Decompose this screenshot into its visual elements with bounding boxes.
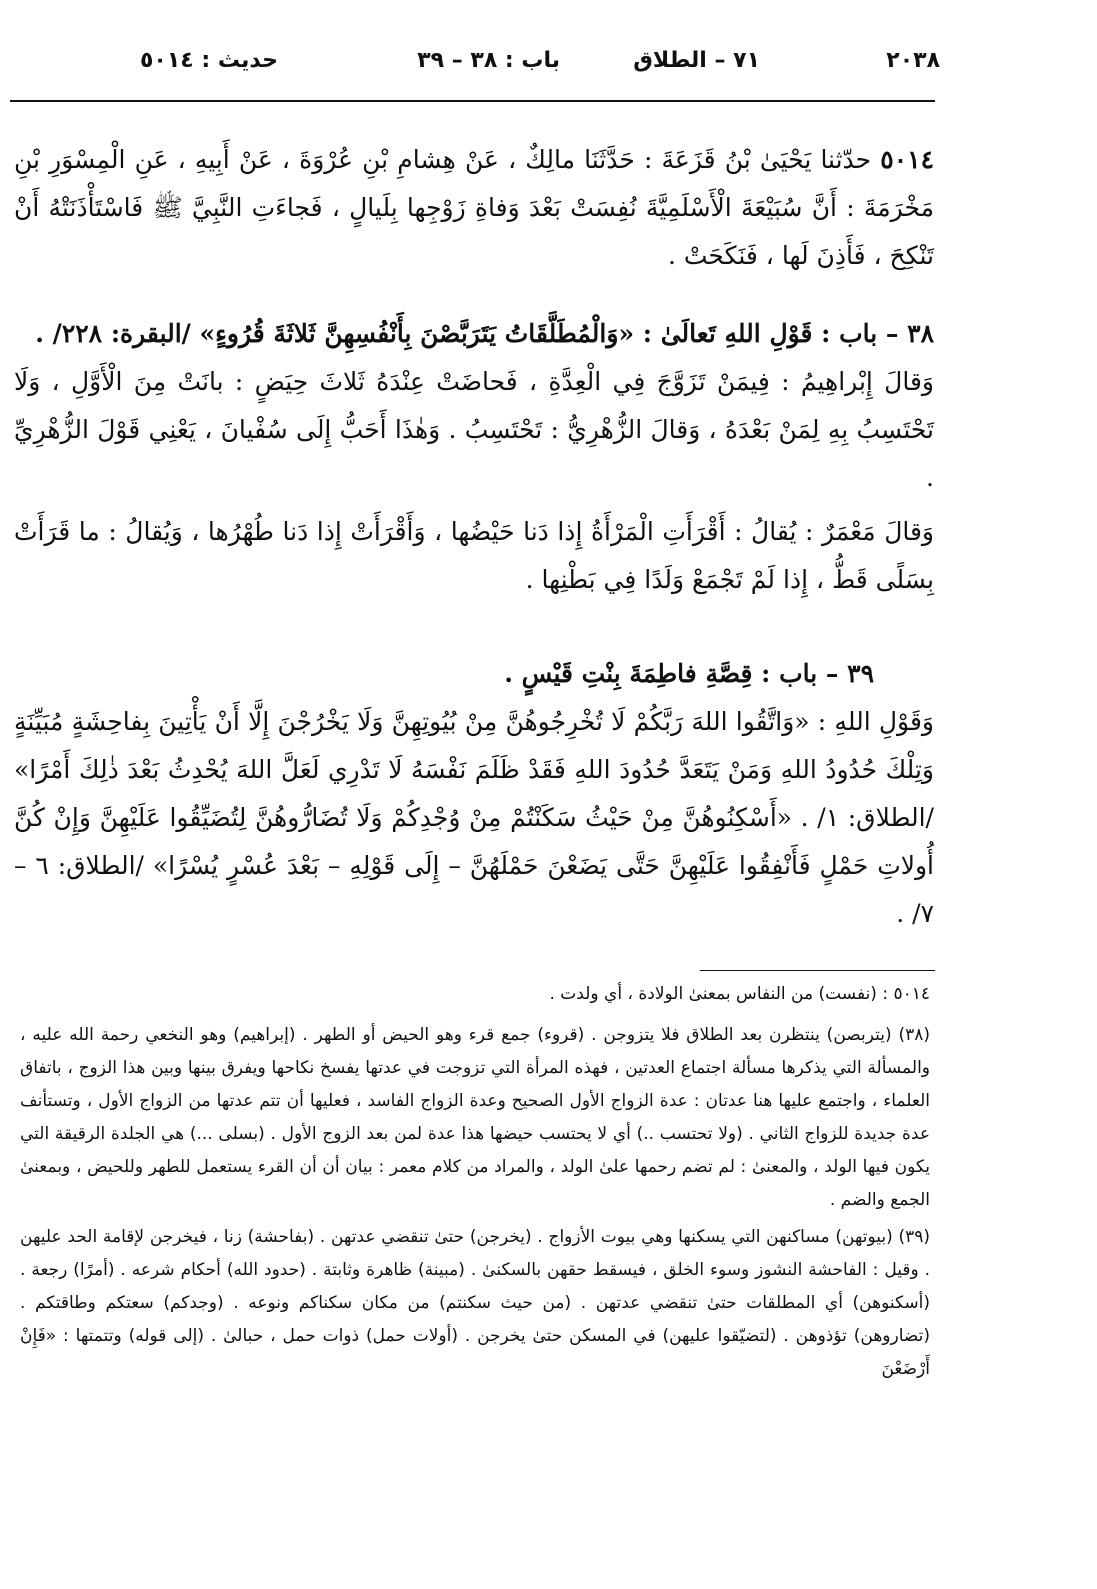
footnote-5014: ٥٠١٤ : (نفست) من النفاس بمعنىٰ الولادة ، أي ولدت . (549, 984, 930, 1004)
chapter-range: باب : ٣٨ – ٣٩ (417, 48, 560, 73)
chapter-38-paragraph-1: وَقالَ إِبْراهِيمُ : فِيمَنْ تَزَوَّجَ فِي الْعِدَّةِ ، فَحاضَتْ عِنْدَهُ ثَلاثَ حِيَضٍ : بانَتْ مِنَ الْأَوَّلِ ، وَلَا تَحْتَسِبُ بِهِ لِمَنْ بَعْدَهُ ، وَقالَ الزُّهْرِيُّ : تَحْتَسِبُ . وَهٰذَا أَحَبُّ إِلَى سُفْيانَ ، يَعْنِي قَوْلَ الزُّهْرِيِّ . (14, 367, 934, 492)
footnote-divider (700, 970, 935, 971)
footnote-38: (٣٨) (يتربصن) ينتظرن بعد الطلاق فلا يتزوجن . (قروء) جمع قرء وهو الحيض أو الطهر . (إبراهيم) وهو النخعي رحمة الله عليه ، والمسألة التي يذكرها مسألة اجتماع العدتين ، فهذه المرأة التي تزوجت في عدتها يفسخ نكاحها ويفرق بينها وبين هذا الزوج ، باتفاق العلماء ، واجتمع عليها هنا عدتان : عدة الزواج الأول الصحيح وعدة الزواج الفاسد ، فعليها أن تتم عدتها من الزواج الأول ، وتستأنف عدة جديدة للزواج الثاني . (ولا تحتسب ..) أي لا يحتسب حيضها هذا عدة لمن بعد الزوج الأول . (بسلى ...) هي الجلدة الرقيقة التي يكون فيها الولد ، والمعنىٰ : لم تضم رحمها علىٰ الولد ، والمراد من كلام معمر : بيان أن أن القرء يستعمل للطهر وللحيض ، وبمعنىٰ الجمع والضم . (20, 1025, 930, 1210)
chapter-38 (14, 310, 934, 604)
footnotes (20, 978, 930, 1386)
chapter-39-paragraph: وَقَوْلِ اللهِ : «وَاتَّقُوا اللهَ رَبَّكُمْ لَا تُخْرِجُوهُنَّ مِنْ بُيُوتِهِنَّ وَلَا يَخْرُجْنَ إِلَّا أَنْ يَأْتِينَ بِفاحِشَةٍ مُبَيِّنَةٍ وَتِلْكَ حُدُودُ اللهِ وَمَنْ يَتَعَدَّ حُدُودَ اللهِ فَقَدْ ظَلَمَ نَفْسَهُ لَا تَدْرِي لَعَلَّ اللهَ يُحْدِثُ بَعْدَ ذٰلِكَ أَمْرًا» /الطلاق: ١/ . «أَسْكِنُوهُنَّ مِنْ حَيْثُ سَكَنْتُمْ مِنْ وُجْدِكُمْ وَلَا تُضَارُّوهُنَّ لِتُضَيِّقُوا عَلَيْهِنَّ وَإِنْ كُنَّ أُولاتِ حَمْلٍ فَأَنْفِقُوا عَلَيْهِنَّ حَتَّى يَضَعْنَ حَمْلَهُنَّ – إِلَى قَوْلِهِ – بَعْدَ عُسْرٍ يُسْرًا» /الطلاق: ٦ – ٧/ . (14, 707, 934, 928)
chapter-39 (14, 650, 934, 938)
book-title: ٧١ – الطلاق (633, 48, 760, 73)
chapter-39-heading: ٣٩ – باب : قِصَّةِ فاطِمَةَ بِنْتِ قَيْسٍ . (504, 659, 874, 688)
footnote-39: (٣٩) (بيوتهن) مساكنهن التي يسكنها وهي بيوت الأزواج . (يخرجن) حتىٰ تنقضي عدتهن . (بفاحشة) زنا ، فيخرجن لإقامة الحد عليهن . وقيل : الفاحشة النشوز وسوء الخلق ، فيسقط حقهن بالسكنىٰ . (مبينة) ظاهرة وثابتة . (حدود الله) أحكام شرعه . (أمرًا) رجعة . (أسكنوهن) أي المطلقات حتىٰ تنقضي عدتهن . (من حيث سكنتم) من مكان سكناكم ونوعه . (وجدكم) سعتكم وطاقتكم . (تضاروهن) تؤذوهن . (لتضيّقوا عليهن) في المسكن حتىٰ يخرجن . (أولات حمل) ذوات حمل ، حبالىٰ . (إلى قوله) وتتمتها : «فَإِنْ أَرْضَعْنَ (20, 1227, 930, 1379)
chapter-38-paragraph-2: وَقالَ مَعْمَرٌ : يُقالُ : أَقْرَأَتِ الْمَرْأَةُ إِذا دَنا حَيْضُها ، وَأَقْرَأَتْ إِذا دَنا طُهْرُها ، وَيُقالُ : ما قَرَأَتْ بِسَلًى قَطُّ ، إِذا لَمْ تَجْمَعْ وَلَدًا فِي بَطْنِها . (14, 517, 934, 594)
page-header (120, 48, 940, 88)
hadith-5014 (14, 136, 934, 280)
hadith-number: ٥٠١٤ (880, 145, 934, 174)
hadith-range: حديث : ٥٠١٤ (140, 48, 278, 73)
header-divider (10, 100, 935, 102)
hadith-text: حدّثنا يَحْيَىٰ بْنُ قَزَعَةَ : حَدَّثَنَا مالِكٌ ، عَنْ هِشامِ بْنِ عُرْوَةَ ، عَنْ أَبِيهِ ، عَنِ الْمِسْوَرِ بْنِ مَخْرَمَةَ : أَنَّ سُبَيْعَةَ الْأَسْلَمِيَّةَ نُفِسَتْ بَعْدَ وَفاةِ زَوْجِها بِلَيالٍ ، فَجاءَتِ النَّبِيَّ ﷺ فَاسْتَأْذَنَتْهُ أَنْ تَنْكِحَ ، فَأَذِنَ لَها ، فَنَكَحَتْ . (14, 145, 934, 270)
chapter-38-heading: ٣٨ – باب : قَوْلِ اللهِ تَعالَىٰ : «وَالْمُطَلَّقَاتُ يَتَرَبَّصْنَ بِأَنْفُسِهِنَّ ثَلاثَةَ قُرُوءٍ» /البقرة: ٢٢٨/ . (35, 319, 934, 348)
page-number: ٢٠٣٨ (886, 48, 940, 73)
